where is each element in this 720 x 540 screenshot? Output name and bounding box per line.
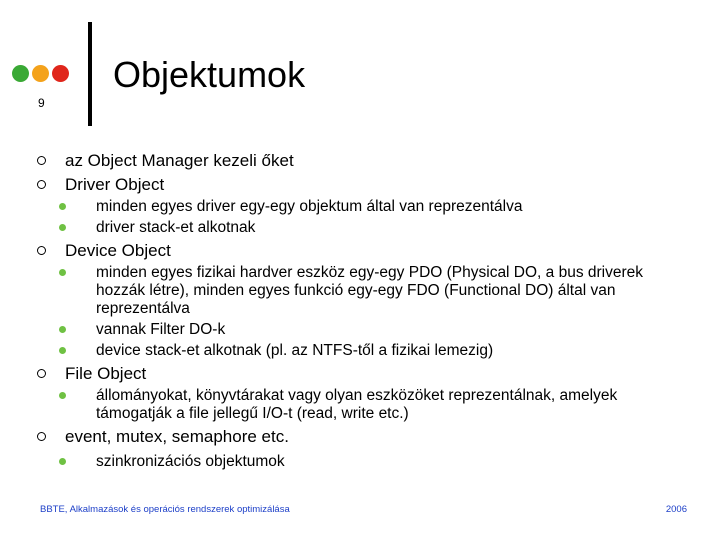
bullet-text: event, mutex, semaphore etc. <box>65 427 289 446</box>
red-dot <box>52 65 69 82</box>
sub-bullet-list <box>59 198 677 237</box>
green-bullet-icon <box>59 224 66 231</box>
sub-bullet-text: vannak Filter DO-k <box>96 321 226 338</box>
sub-bullet-text: minden egyes driver egy-egy objektum által van reprezentálva <box>96 198 523 215</box>
circle-bullet-icon <box>37 432 46 441</box>
green-bullet-icon <box>59 347 66 354</box>
bullet-item <box>37 426 677 447</box>
sub-bullet-item <box>59 342 677 360</box>
sub-bullet-item <box>59 198 677 216</box>
sub-bullet-item <box>59 387 677 423</box>
bullet-text: az Object Manager kezeli őket <box>65 151 294 170</box>
sub-bullet-text: device stack-et alkotnak (pl. az NTFS-től a fizikai lemezig) <box>96 342 494 359</box>
green-bullet-icon <box>59 203 66 210</box>
bullet-list <box>37 150 677 471</box>
page-title: Objektumok <box>113 54 306 95</box>
bullet-text: File Object <box>65 364 147 383</box>
footer-course-title: BBTE, Alkalmazások és operációs rendszerek optimizálása <box>40 504 290 515</box>
slide-number: 9 <box>38 96 45 110</box>
footer-year: 2006 <box>665 504 687 515</box>
logo-dots <box>12 65 69 82</box>
sub-bullet-text: állományokat, könyvtárakat vagy olyan eszközöket reprezentálnak, amelyek támogatják a file jellegű I/O-t (read, write etc.) <box>96 387 618 422</box>
sub-bullet-list <box>59 453 677 471</box>
sub-bullet-item <box>59 321 677 339</box>
sub-bullet-text: minden egyes fizikai hardver eszköz egy-egy PDO (Physical DO, a bus driverek hozzák létre), minden egyes funkció egy-egy FDO (Functional DO) által van reprezentálva <box>96 264 644 317</box>
sub-bullet-item <box>59 219 677 237</box>
bullet-item <box>37 363 677 384</box>
sub-bullet-list <box>59 387 677 423</box>
green-bullet-icon <box>59 269 66 276</box>
sub-bullet-text: driver stack-et alkotnak <box>96 219 256 236</box>
bullet-item <box>37 174 677 195</box>
bullet-text: Device Object <box>65 241 171 260</box>
green-bullet-icon <box>59 392 66 399</box>
sub-bullet-list <box>59 264 677 360</box>
sub-bullet-item <box>59 264 677 318</box>
bullet-item <box>37 150 677 171</box>
title-divider <box>88 22 92 126</box>
circle-bullet-icon <box>37 180 46 189</box>
sub-bullet-text: szinkronizációs objektumok <box>96 453 285 470</box>
circle-bullet-icon <box>37 246 46 255</box>
circle-bullet-icon <box>37 156 46 165</box>
sub-bullet-item <box>59 453 677 471</box>
circle-bullet-icon <box>37 369 46 378</box>
green-dot <box>12 65 29 82</box>
bullet-text: Driver Object <box>65 175 165 194</box>
orange-dot <box>32 65 49 82</box>
green-bullet-icon <box>59 458 66 465</box>
bullet-item <box>37 240 677 261</box>
green-bullet-icon <box>59 326 66 333</box>
